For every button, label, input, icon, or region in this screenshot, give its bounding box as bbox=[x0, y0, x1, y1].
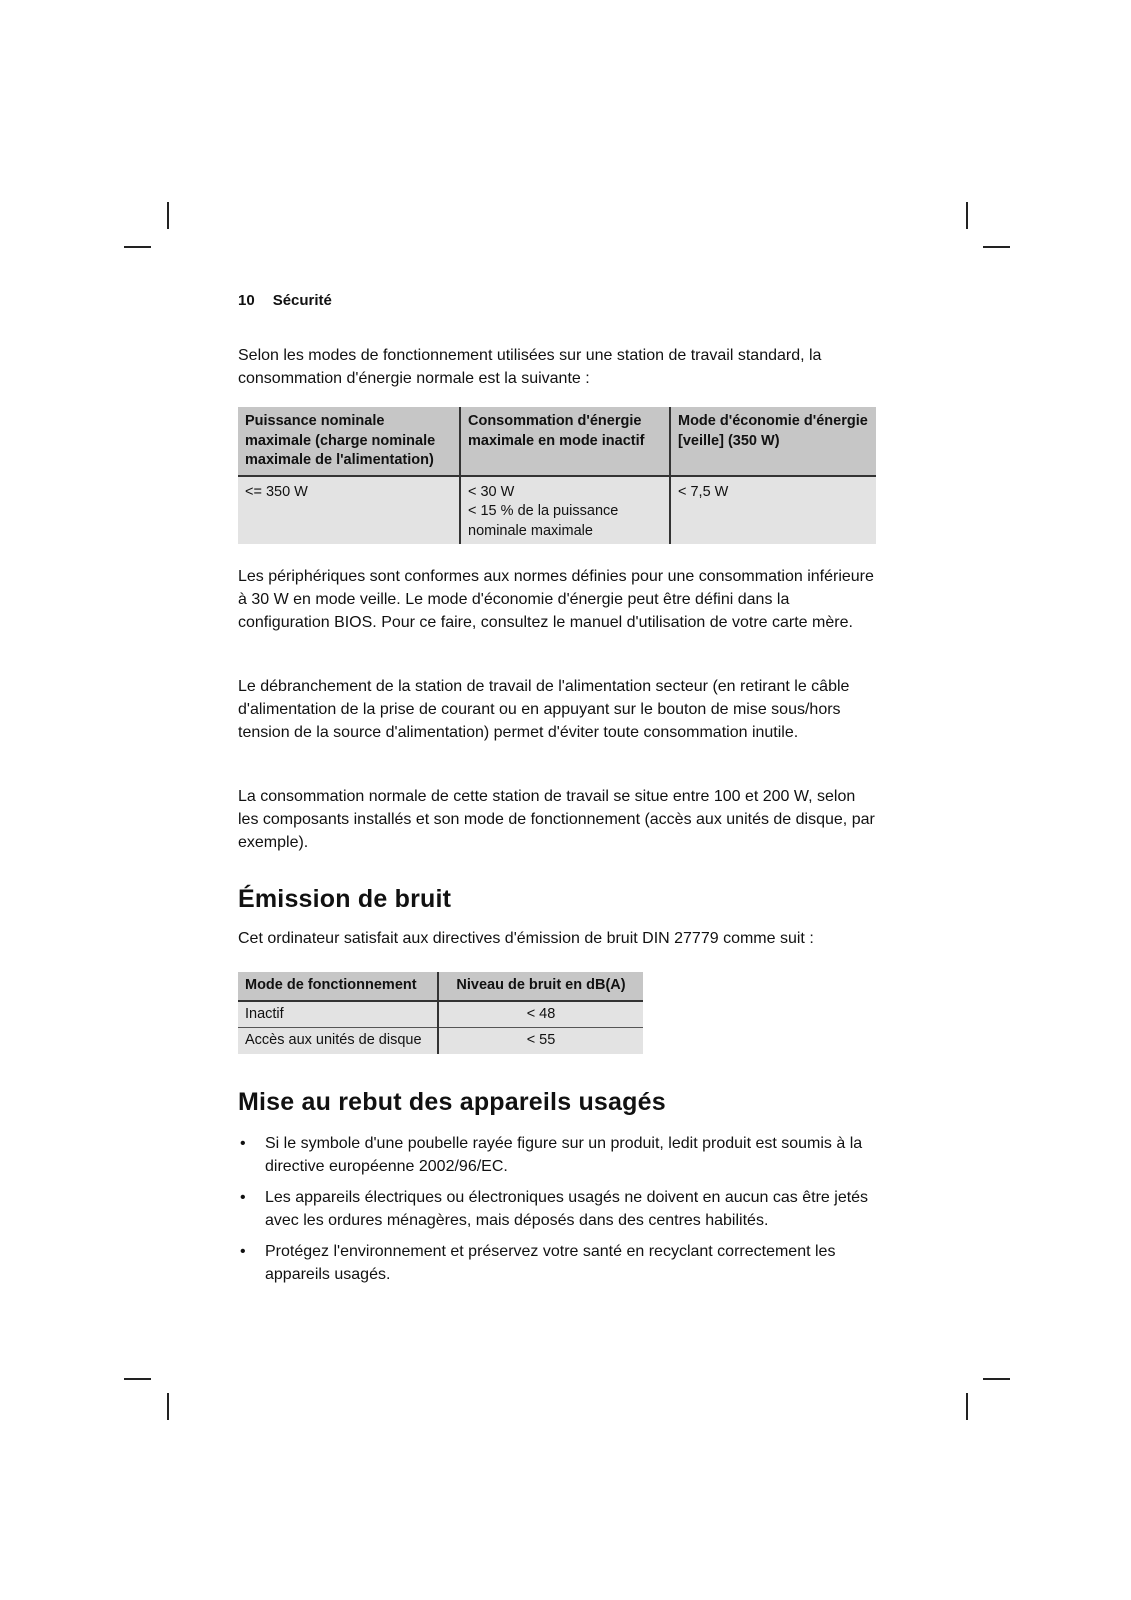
list-item bbox=[238, 1186, 878, 1232]
table-row bbox=[238, 1028, 643, 1054]
table-cell: < 55 bbox=[438, 1028, 643, 1054]
column-header: Mode d'économie d'énergie [veille] (350 W) bbox=[670, 407, 876, 476]
cell-line: < 30 W bbox=[468, 483, 515, 500]
page-number: 10 bbox=[238, 292, 255, 309]
column-header: Niveau de bruit en dB(A) bbox=[438, 972, 643, 1001]
list-item-text: Protégez l'environnement et préservez votre santé en recyclant correctement les appareils usagés. bbox=[265, 1243, 836, 1283]
section-title: Sécurité bbox=[272, 292, 332, 309]
bullet-icon: • bbox=[240, 1243, 246, 1260]
table-cell: < 7,5 W bbox=[670, 476, 876, 545]
bullet-icon: • bbox=[240, 1189, 246, 1206]
cell-line: < 15 % de la puissance nominale maximale bbox=[468, 503, 619, 539]
noise-heading: Émission de bruit bbox=[238, 885, 452, 913]
power-consumption-table bbox=[238, 407, 876, 544]
crop-mark-top-right-horizontal bbox=[983, 246, 1010, 248]
table-header-row bbox=[238, 407, 876, 476]
crop-mark-top-left-vertical bbox=[167, 202, 169, 229]
page-header bbox=[238, 292, 332, 309]
crop-mark-top-right-vertical bbox=[966, 202, 968, 229]
table-row bbox=[238, 1001, 643, 1028]
crop-mark-bottom-left-horizontal bbox=[124, 1378, 151, 1380]
paragraph-peripherals: Les périphériques sont conformes aux normes définies pour une consommation inférieure à 30 W en mode veille. Le mode d'économie d'énergie peut être défini dans la configuration BIOS. Pour ce faire, consultez le manuel d'utilisation de votre carte mère. bbox=[238, 568, 874, 631]
table-cell: Inactif bbox=[238, 1001, 438, 1028]
paragraph-normal-consumption: La consommation normale de cette station de travail se situe entre 100 et 200 W, selon les composants installés et son mode de fonctionnement (accès aux unités de disque, par exemple). bbox=[238, 788, 875, 851]
crop-mark-bottom-right-horizontal bbox=[983, 1378, 1010, 1380]
paragraph-disconnect: Le débranchement de la station de travail de l'alimentation secteur (en retirant le câble d'alimentation de la prise de courant ou en appuyant sur le bouton de mise sous/hors tension de la source d'alimentation) permet d'éviter toute consommation inutile. bbox=[238, 678, 850, 741]
crop-mark-top-left-horizontal bbox=[124, 246, 151, 248]
list-item bbox=[238, 1240, 878, 1286]
noise-table bbox=[238, 972, 643, 1054]
table-cell: <= 350 W bbox=[238, 476, 460, 545]
bullet-icon: • bbox=[240, 1135, 246, 1152]
intro-paragraph: Selon les modes de fonctionnement utilisées sur une station de travail standard, la consommation d'énergie normale est la suivante : bbox=[238, 347, 822, 387]
column-header: Puissance nominale maximale (charge nominale maximale de l'alimentation) bbox=[238, 407, 460, 476]
table-cell bbox=[460, 476, 670, 545]
list-item-text: Les appareils électriques ou électroniques usagés ne doivent en aucun cas être jetés avec les ordures ménagères, mais déposés dans des centres habilités. bbox=[265, 1189, 869, 1229]
column-header: Consommation d'énergie maximale en mode inactif bbox=[460, 407, 670, 476]
disposal-heading: Mise au rebut des appareils usagés bbox=[238, 1088, 666, 1116]
crop-mark-bottom-left-vertical bbox=[167, 1393, 169, 1420]
crop-mark-bottom-right-vertical bbox=[966, 1393, 968, 1420]
list-item bbox=[238, 1132, 878, 1178]
list-item-text: Si le symbole d'une poubelle rayée figure sur un produit, ledit produit est soumis à la directive européenne 2002/96/EC. bbox=[265, 1135, 863, 1175]
disposal-list bbox=[238, 1132, 878, 1294]
table-row bbox=[238, 476, 876, 545]
column-header: Mode de fonctionnement bbox=[238, 972, 438, 1001]
noise-intro: Cet ordinateur satisfait aux directives d'émission de bruit DIN 27779 comme suit : bbox=[238, 930, 814, 947]
table-header-row bbox=[238, 972, 643, 1001]
table-cell: Accès aux unités de disque bbox=[238, 1028, 438, 1054]
table-cell: < 48 bbox=[438, 1001, 643, 1028]
